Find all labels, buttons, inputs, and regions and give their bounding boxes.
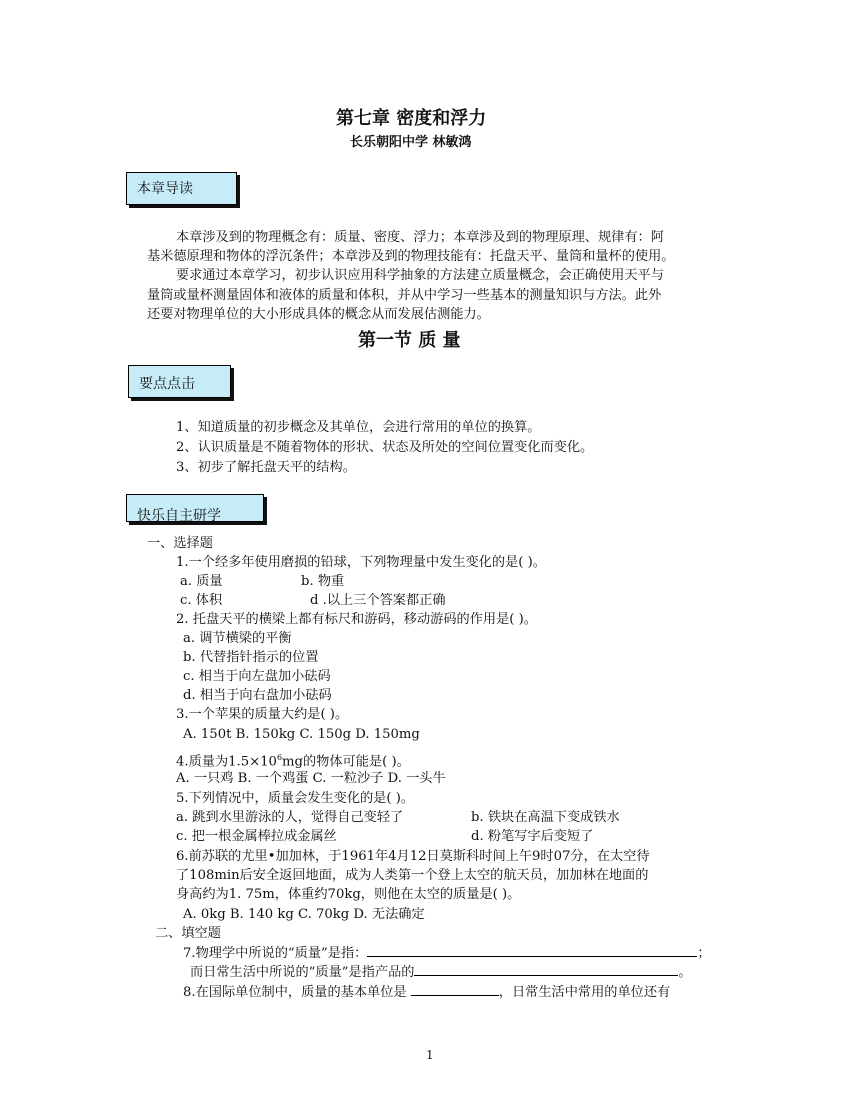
choice-section-heading: 一、选择题 (147, 536, 213, 551)
question-7-text-2: 而日常生活中所说的“质量”是指产品的 (190, 965, 415, 980)
question-7-end-1: ； (697, 946, 711, 961)
question-5-option-c: c. 把一根金属棒拉成金属丝 (176, 829, 337, 844)
question-2-option-d: d. 相当于向右盘加小砝码 (183, 688, 332, 703)
self-study-label: 快乐自主研学 (137, 508, 221, 522)
question-1-option-a: a. 质量 (180, 574, 223, 589)
question-5-option-b: b. 铁块在高温下变成铁水 (471, 810, 620, 825)
question-1-option-d: d .以上三个答案都正确 (310, 593, 446, 608)
question-8-line (183, 983, 670, 1002)
question-7-answer-blank-2[interactable] (414, 963, 678, 976)
question-7-line-2 (190, 963, 692, 982)
question-6-options: A. 0kg B. 140 kg C. 70kg D. 无法确定 (183, 907, 425, 922)
guide-paragraph-line: 量筒或量杯测量固体和液体的质量和体积，并从中学习一些基本的测量知识与方法。此外 (147, 288, 662, 303)
section-title: 第一节 质 量 (358, 330, 461, 351)
fill-section-heading: 二、填空题 (155, 926, 221, 941)
question-2-option-b: b. 代替指针指示的位置 (183, 650, 319, 665)
key-point-item: 1、知道质量的初步概念及其单位，会进行常用的单位的换算。 (176, 420, 541, 435)
question-4-stem (176, 748, 410, 771)
author-line: 长乐朝阳中学 林敏鸿 (350, 135, 472, 150)
question-1-option-b: b. 物重 (301, 574, 345, 589)
question-5-option-d: d. 粉笔写字后变短了 (471, 829, 594, 844)
question-1-option-c: c. 体积 (180, 593, 223, 608)
guide-paragraph-line: 本章涉及到的物理概念有：质量、密度、浮力；本章涉及到的物理原理、规律有：阿 (176, 230, 664, 245)
key-points-label-box (128, 365, 231, 398)
question-4-stem-post: mg的物体可能是( )。 (282, 754, 410, 770)
question-3-stem: 3.一个苹果的质量大约是( )。 (176, 707, 349, 722)
question-7-answer-blank-1[interactable] (367, 944, 697, 957)
key-point-item: 2、认识质量是不随着物体的形状、状态及所处的空间位置变化而变化。 (176, 440, 594, 455)
self-study-label-box (126, 494, 264, 522)
chapter-guide-label: 本章导读 (137, 181, 193, 197)
question-2-option-c: c. 相当于向左盘加小砝码 (183, 669, 331, 684)
question-6-line: 了108min后安全返回地面，成为人类第一个登上太空的航天员，加加林在地面的 (176, 868, 649, 883)
question-8-answer-blank[interactable] (411, 983, 499, 996)
question-8-text-post: ，日常生活中常用的单位还有 (498, 985, 671, 1000)
chapter-guide-label-box (126, 172, 237, 205)
question-6-line: 身高约为1. 75m，体重约70kg，则他在太空的质量是( )。 (176, 887, 521, 902)
key-point-item: 3、初步了解托盘天平的结构。 (176, 460, 356, 475)
question-7-end-2: 。 (678, 965, 692, 980)
question-2-stem: 2. 托盘天平的横梁上都有标尺和游码，移动游码的作用是( )。 (176, 612, 537, 627)
question-5-stem: 5.下列情况中，质量会发生变化的是( )。 (176, 791, 415, 806)
question-7-text-1: 7.物理学中所说的“质量”是指： (183, 946, 368, 961)
question-5-option-a: a. 跳到水里游泳的人，觉得自己变轻了 (176, 810, 404, 825)
guide-paragraph-line: 要求通过本章学习，初步认识应用科学抽象的方法建立质量概念，会正确使用天平与 (176, 268, 664, 283)
question-2-option-a: a. 调节横梁的平衡 (183, 631, 292, 646)
question-1-stem: 1.一个经多年使用磨损的铅球，下列物理量中发生变化的是( )。 (176, 555, 546, 570)
question-3-options: A. 150t B. 150kg C. 150g D. 150mg (183, 727, 420, 742)
chapter-title: 第七章 密度和浮力 (336, 108, 487, 129)
question-4-stem-pre: 4.质量为1.5×10 (176, 754, 277, 770)
question-8-text-pre: 8.在国际单位制中，质量的基本单位是 (183, 985, 411, 1000)
question-7-line-1 (183, 944, 711, 963)
question-6-line: 6.前苏联的尤里•加加林，于1961年4月12日莫斯科时间上午9时07分，在太空待 (176, 849, 650, 864)
guide-paragraph-line: 还要对物理单位的大小形成具体的概念从而发展估测能力。 (147, 307, 490, 322)
guide-paragraph-line: 基米德原理和物体的浮沉条件；本章涉及到的物理技能有：托盘天平、量筒和量杯的使用。 (147, 249, 675, 264)
page-number: 1 (426, 1048, 434, 1062)
question-4-exponent: 6 (276, 753, 283, 762)
question-4-options: A. 一只鸡 B. 一个鸡蛋 C. 一粒沙子 D. 一头牛 (176, 771, 446, 786)
key-points-label: 要点点击 (139, 376, 195, 392)
